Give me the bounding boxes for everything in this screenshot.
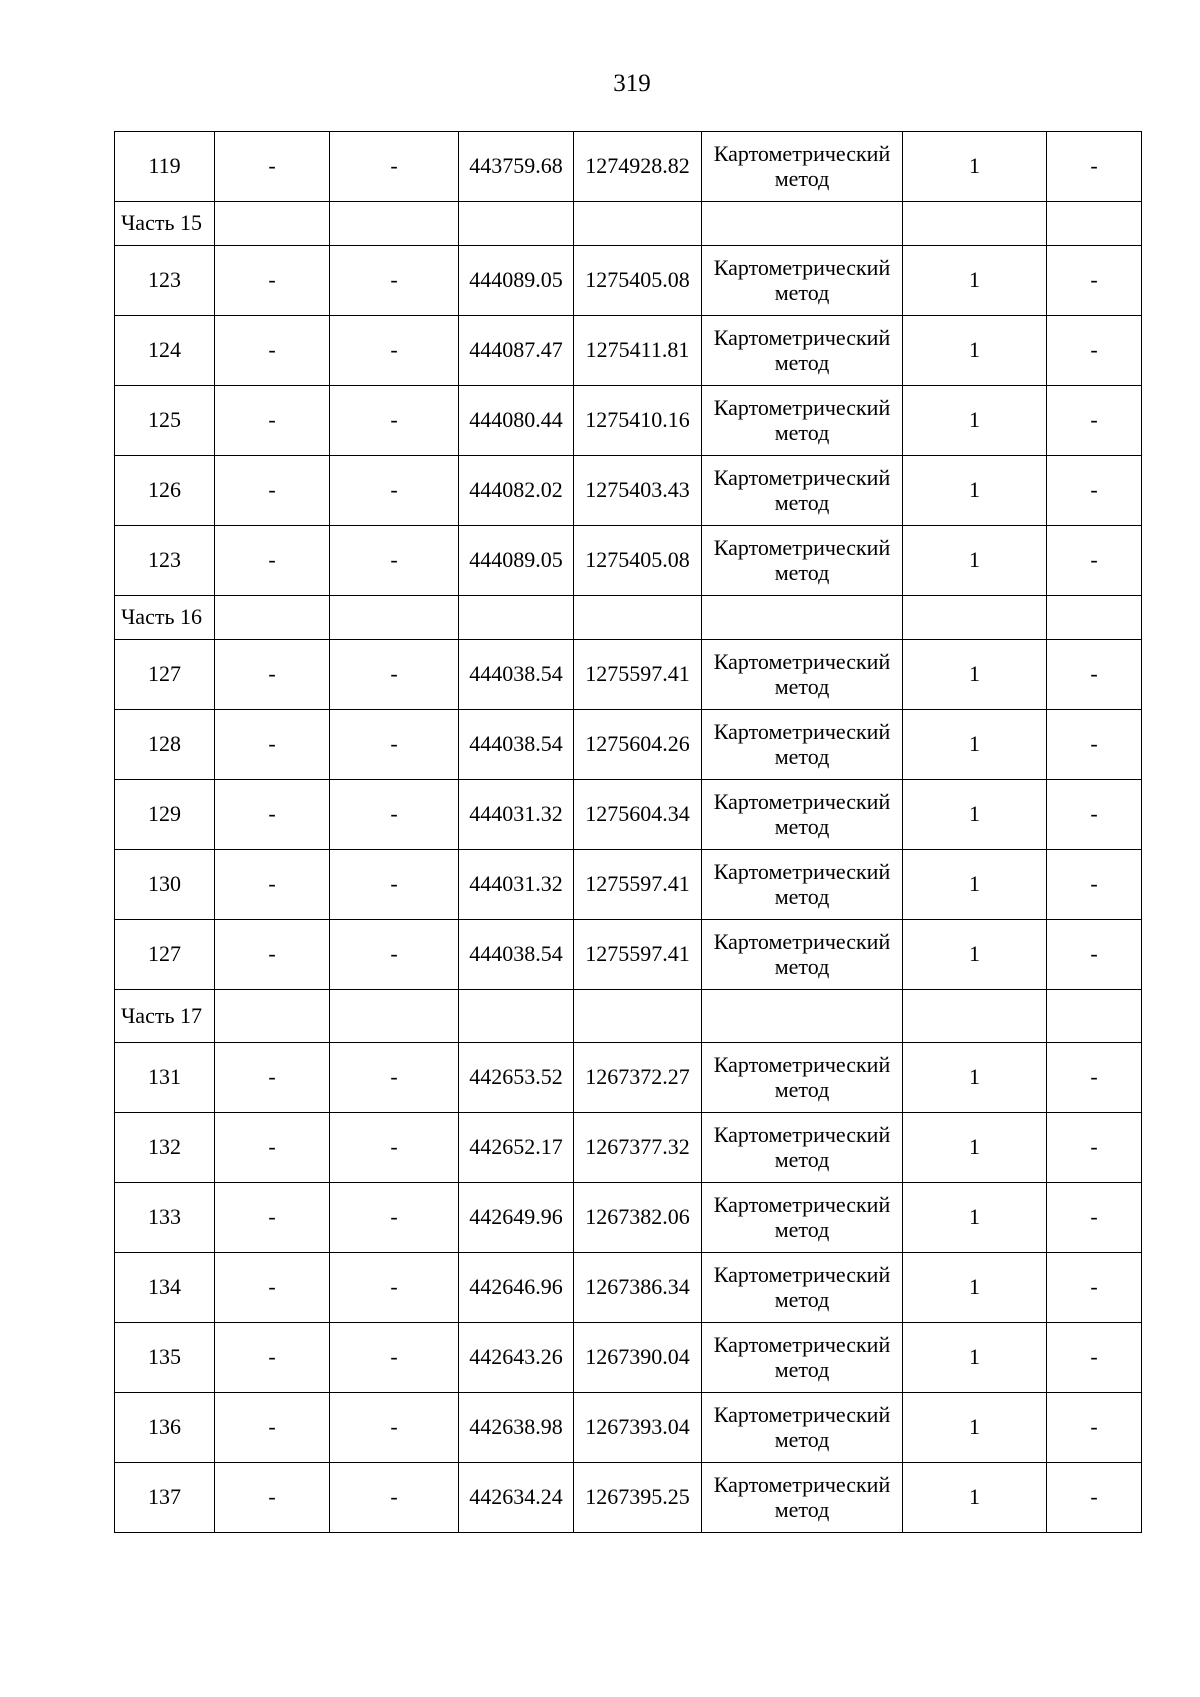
method-cell: Картометрический метод — [702, 1183, 903, 1253]
column-8-cell: - — [1047, 710, 1142, 780]
column-3-cell: - — [330, 710, 459, 780]
x-coordinate-cell: 444031.32 — [459, 780, 574, 850]
y-coordinate-cell: 1267390.04 — [574, 1323, 702, 1393]
method-cell: Картометрический метод — [702, 780, 903, 850]
table-row — [115, 640, 1142, 710]
empty-cell — [215, 202, 330, 246]
column-2-cell: - — [215, 132, 330, 202]
method-cell: Картометрический метод — [702, 1253, 903, 1323]
column-3-cell: - — [330, 386, 459, 456]
column-2-cell: - — [215, 1393, 330, 1463]
y-coordinate-cell: 1267393.04 — [574, 1393, 702, 1463]
accuracy-cell: 1 — [903, 850, 1047, 920]
column-3-cell: - — [330, 132, 459, 202]
y-coordinate-cell: 1267382.06 — [574, 1183, 702, 1253]
column-3-cell: - — [330, 1393, 459, 1463]
method-cell: Картометрический метод — [702, 640, 903, 710]
table-row — [115, 246, 1142, 316]
point-number-cell: 137 — [115, 1463, 215, 1533]
point-number-cell: 119 — [115, 132, 215, 202]
column-3-cell: - — [330, 780, 459, 850]
column-3-cell: - — [330, 920, 459, 990]
point-number-cell: 136 — [115, 1393, 215, 1463]
method-cell: Картометрический метод — [702, 526, 903, 596]
method-cell: Картометрический метод — [702, 920, 903, 990]
table-row — [115, 780, 1142, 850]
empty-cell — [459, 202, 574, 246]
point-number-cell: 127 — [115, 920, 215, 990]
empty-cell — [574, 596, 702, 640]
column-3-cell: - — [330, 456, 459, 526]
table-row — [115, 456, 1142, 526]
column-2-cell: - — [215, 1183, 330, 1253]
column-3-cell: - — [330, 1323, 459, 1393]
point-number-cell: 134 — [115, 1253, 215, 1323]
empty-cell — [215, 596, 330, 640]
section-label: Часть 17 — [115, 990, 215, 1043]
accuracy-cell: 1 — [903, 1323, 1047, 1393]
column-2-cell: - — [215, 1323, 330, 1393]
method-cell: Картометрический метод — [702, 1323, 903, 1393]
column-8-cell: - — [1047, 850, 1142, 920]
empty-cell — [574, 990, 702, 1043]
method-cell: Картометрический метод — [702, 850, 903, 920]
table-row — [115, 1183, 1142, 1253]
x-coordinate-cell: 444080.44 — [459, 386, 574, 456]
table-row — [115, 710, 1142, 780]
point-number-cell: 124 — [115, 316, 215, 386]
y-coordinate-cell: 1275597.41 — [574, 640, 702, 710]
point-number-cell: 125 — [115, 386, 215, 456]
table-row — [115, 386, 1142, 456]
column-8-cell: - — [1047, 920, 1142, 990]
column-2-cell: - — [215, 640, 330, 710]
method-cell: Картометрический метод — [702, 710, 903, 780]
y-coordinate-cell: 1275405.08 — [574, 526, 702, 596]
column-2-cell: - — [215, 526, 330, 596]
empty-cell — [1047, 990, 1142, 1043]
column-3-cell: - — [330, 640, 459, 710]
section-row — [115, 202, 1142, 246]
x-coordinate-cell: 444038.54 — [459, 640, 574, 710]
column-8-cell: - — [1047, 780, 1142, 850]
empty-cell — [574, 202, 702, 246]
column-8-cell: - — [1047, 456, 1142, 526]
column-2-cell: - — [215, 1113, 330, 1183]
table-row — [115, 1113, 1142, 1183]
column-2-cell: - — [215, 246, 330, 316]
y-coordinate-cell: 1275604.34 — [574, 780, 702, 850]
y-coordinate-cell: 1275604.26 — [574, 710, 702, 780]
accuracy-cell: 1 — [903, 1113, 1047, 1183]
point-number-cell: 130 — [115, 850, 215, 920]
section-label: Часть 16 — [115, 596, 215, 640]
x-coordinate-cell: 442652.17 — [459, 1113, 574, 1183]
column-2-cell: - — [215, 316, 330, 386]
column-2-cell: - — [215, 920, 330, 990]
method-cell: Картометрический метод — [702, 1463, 903, 1533]
coordinates-table — [114, 131, 1142, 1533]
x-coordinate-cell: 443759.68 — [459, 132, 574, 202]
section-row — [115, 596, 1142, 640]
page-number: 319 — [613, 70, 651, 97]
accuracy-cell: 1 — [903, 710, 1047, 780]
column-2-cell: - — [215, 850, 330, 920]
point-number-cell: 123 — [115, 246, 215, 316]
column-2-cell: - — [215, 456, 330, 526]
empty-cell — [330, 202, 459, 246]
point-number-cell: 123 — [115, 526, 215, 596]
method-cell: Картометрический метод — [702, 386, 903, 456]
empty-cell — [459, 596, 574, 640]
accuracy-cell: 1 — [903, 640, 1047, 710]
point-number-cell: 126 — [115, 456, 215, 526]
x-coordinate-cell: 442643.26 — [459, 1323, 574, 1393]
column-8-cell: - — [1047, 1113, 1142, 1183]
column-2-cell: - — [215, 1463, 330, 1533]
y-coordinate-cell: 1275411.81 — [574, 316, 702, 386]
accuracy-cell: 1 — [903, 1393, 1047, 1463]
point-number-cell: 131 — [115, 1043, 215, 1113]
column-3-cell: - — [330, 526, 459, 596]
empty-cell — [330, 990, 459, 1043]
point-number-cell: 132 — [115, 1113, 215, 1183]
column-8-cell: - — [1047, 526, 1142, 596]
point-number-cell: 133 — [115, 1183, 215, 1253]
x-coordinate-cell: 444038.54 — [459, 710, 574, 780]
x-coordinate-cell: 444082.02 — [459, 456, 574, 526]
empty-cell — [903, 990, 1047, 1043]
column-3-cell: - — [330, 246, 459, 316]
accuracy-cell: 1 — [903, 1183, 1047, 1253]
table-row — [115, 1323, 1142, 1393]
point-number-cell: 128 — [115, 710, 215, 780]
x-coordinate-cell: 442653.52 — [459, 1043, 574, 1113]
method-cell: Картометрический метод — [702, 316, 903, 386]
empty-cell — [702, 990, 903, 1043]
accuracy-cell: 1 — [903, 1253, 1047, 1323]
empty-cell — [903, 596, 1047, 640]
column-2-cell: - — [215, 1043, 330, 1113]
point-number-cell: 129 — [115, 780, 215, 850]
column-2-cell: - — [215, 1253, 330, 1323]
column-8-cell: - — [1047, 246, 1142, 316]
y-coordinate-cell: 1267377.32 — [574, 1113, 702, 1183]
column-8-cell: - — [1047, 640, 1142, 710]
accuracy-cell: 1 — [903, 316, 1047, 386]
y-coordinate-cell: 1267372.27 — [574, 1043, 702, 1113]
table-row — [115, 920, 1142, 990]
table-row — [115, 316, 1142, 386]
table-row — [115, 526, 1142, 596]
y-coordinate-cell: 1275405.08 — [574, 246, 702, 316]
column-3-cell: - — [330, 1253, 459, 1323]
accuracy-cell: 1 — [903, 780, 1047, 850]
x-coordinate-cell: 444089.05 — [459, 526, 574, 596]
accuracy-cell: 1 — [903, 1043, 1047, 1113]
column-8-cell: - — [1047, 132, 1142, 202]
y-coordinate-cell: 1267386.34 — [574, 1253, 702, 1323]
table-row — [115, 1393, 1142, 1463]
column-8-cell: - — [1047, 1253, 1142, 1323]
y-coordinate-cell: 1274928.82 — [574, 132, 702, 202]
empty-cell — [459, 990, 574, 1043]
x-coordinate-cell: 444038.54 — [459, 920, 574, 990]
y-coordinate-cell: 1275597.41 — [574, 850, 702, 920]
table-row — [115, 1463, 1142, 1533]
empty-cell — [215, 990, 330, 1043]
empty-cell — [903, 202, 1047, 246]
empty-cell — [1047, 202, 1142, 246]
column-3-cell: - — [330, 316, 459, 386]
column-8-cell: - — [1047, 1463, 1142, 1533]
column-8-cell: - — [1047, 1323, 1142, 1393]
accuracy-cell: 1 — [903, 526, 1047, 596]
table-body — [115, 132, 1142, 1533]
table-row — [115, 1043, 1142, 1113]
x-coordinate-cell: 442634.24 — [459, 1463, 574, 1533]
table-row — [115, 850, 1142, 920]
method-cell: Картометрический метод — [702, 132, 903, 202]
section-label: Часть 15 — [115, 202, 215, 246]
empty-cell — [702, 202, 903, 246]
y-coordinate-cell: 1275403.43 — [574, 456, 702, 526]
accuracy-cell: 1 — [903, 246, 1047, 316]
method-cell: Картометрический метод — [702, 246, 903, 316]
empty-cell — [330, 596, 459, 640]
column-8-cell: - — [1047, 1183, 1142, 1253]
y-coordinate-cell: 1267395.25 — [574, 1463, 702, 1533]
x-coordinate-cell: 444089.05 — [459, 246, 574, 316]
x-coordinate-cell: 444087.47 — [459, 316, 574, 386]
column-8-cell: - — [1047, 1393, 1142, 1463]
column-8-cell: - — [1047, 386, 1142, 456]
accuracy-cell: 1 — [903, 386, 1047, 456]
column-2-cell: - — [215, 386, 330, 456]
y-coordinate-cell: 1275597.41 — [574, 920, 702, 990]
accuracy-cell: 1 — [903, 1463, 1047, 1533]
x-coordinate-cell: 444031.32 — [459, 850, 574, 920]
method-cell: Картометрический метод — [702, 1113, 903, 1183]
column-3-cell: - — [330, 1043, 459, 1113]
x-coordinate-cell: 442649.96 — [459, 1183, 574, 1253]
method-cell: Картометрический метод — [702, 1393, 903, 1463]
empty-cell — [702, 596, 903, 640]
column-3-cell: - — [330, 1183, 459, 1253]
empty-cell — [1047, 596, 1142, 640]
accuracy-cell: 1 — [903, 132, 1047, 202]
method-cell: Картометрический метод — [702, 456, 903, 526]
column-3-cell: - — [330, 1113, 459, 1183]
section-row — [115, 990, 1142, 1043]
column-8-cell: - — [1047, 1043, 1142, 1113]
column-3-cell: - — [330, 1463, 459, 1533]
column-2-cell: - — [215, 780, 330, 850]
y-coordinate-cell: 1275410.16 — [574, 386, 702, 456]
table-row — [115, 1253, 1142, 1323]
accuracy-cell: 1 — [903, 456, 1047, 526]
column-2-cell: - — [215, 710, 330, 780]
x-coordinate-cell: 442638.98 — [459, 1393, 574, 1463]
column-3-cell: - — [330, 850, 459, 920]
point-number-cell: 135 — [115, 1323, 215, 1393]
accuracy-cell: 1 — [903, 920, 1047, 990]
method-cell: Картометрический метод — [702, 1043, 903, 1113]
point-number-cell: 127 — [115, 640, 215, 710]
table-row — [115, 132, 1142, 202]
x-coordinate-cell: 442646.96 — [459, 1253, 574, 1323]
column-8-cell: - — [1047, 316, 1142, 386]
